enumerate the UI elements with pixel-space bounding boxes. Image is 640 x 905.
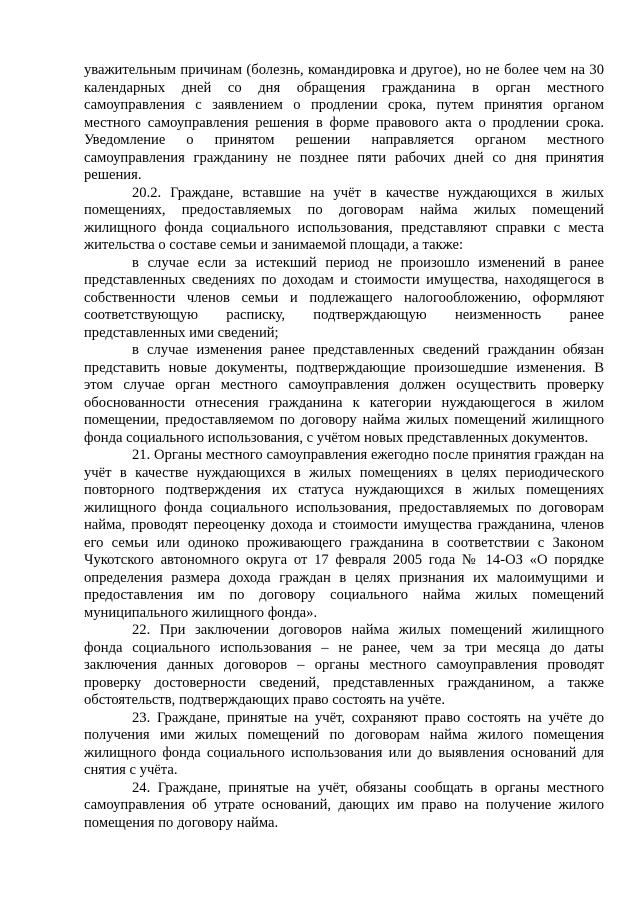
paragraph-24: 24. Граждане, принятые на учёт, обязаны сообщать в органы местного самоуправления об утрате оснований, дающих им право на получение жилого помещения по договору найма. xyxy=(84,779,604,831)
paragraph-22: 22. При заключении договоров найма жилых помещений жилищного фонда социального использования – не ранее, чем за три месяца до даты заключения данных договоров – органы местного самоуправления проводят проверку достоверности сведений, представленных гражданином, а также обстоятельств, подтверждающих право состоять на учёте. xyxy=(84,622,604,708)
paragraph-20-2-no-changes: в случае если за истекший период не произошло изменений в ранее представленных сведениях по доходам и стоимости имущества, находящегося в собственности членов семьи и подлежащего налогообложению, оформляют соответствующую расписку, подтверждающую неизменность ранее представленных ими сведений; xyxy=(84,254,604,341)
paragraph-20-2: 20.2. Граждане, вставшие на учёт в качестве нуждающихся в жилых помещениях, предоставляемых по договорам найма жилых помещений жилищного фонда социального использования, представляют справки с места жительства о составе семьи и занимаемой площади, а также: xyxy=(84,184,604,253)
paragraph-continuation: уважительным причинам (болезнь, командировка и другое), но не более чем на 30 календарных дней со дня обращения гражданина в орган местного самоуправления с заявлением о продлении срока, путем принятия органом местного самоуправления решения в форме правового акта о продлении срока. Уведомление о принятом решении направляется органом местного самоуправления гражданину не позднее пяти рабочих дней со дня принятия решения. xyxy=(84,62,604,183)
paragraph-21: 21. Органы местного самоуправления ежегодно после принятия граждан на учёт в качестве нуждающихся в жилых помещениях в целях периодического повторного подтверждения их статуса нуждающихся в жилых помещениях жилищного фонда социального использования, предоставляемых по договорам найма, проводят переоценку дохода и стоимости имущества гражданина, членов его семьи или одиноко проживающего гражданина в соответствии с Законом Чукотского автономного округа от 17 февраля 2005 года № 14-ОЗ «О порядке определения размера дохода граждан в целях признания их малоимущими и предоставления им по договору социального найма жилых помещений муниципального жилищного фонда». xyxy=(84,447,604,621)
paragraph-20-2-changes: в случае изменения ранее представленных сведений гражданин обязан представить новые документы, подтверждающие произошедшие изменения. В этом случае орган местного самоуправления должен осуществить проверку обоснованности отнесения гражданина к категории нуждающегося в жилом помещении, предоставляемом по договору найма жилых помещений жилищного фонда социального использования, с учётом новых представленных документов. xyxy=(84,342,604,446)
paragraph-23: 23. Граждане, принятые на учёт, сохраняют право состоять на учёте до получения ими жилых помещений по договорам найма жилого помещения жилищного фонда социального использования или до выявления оснований для снятия с учёта. xyxy=(84,709,604,778)
document-page xyxy=(84,62,604,832)
